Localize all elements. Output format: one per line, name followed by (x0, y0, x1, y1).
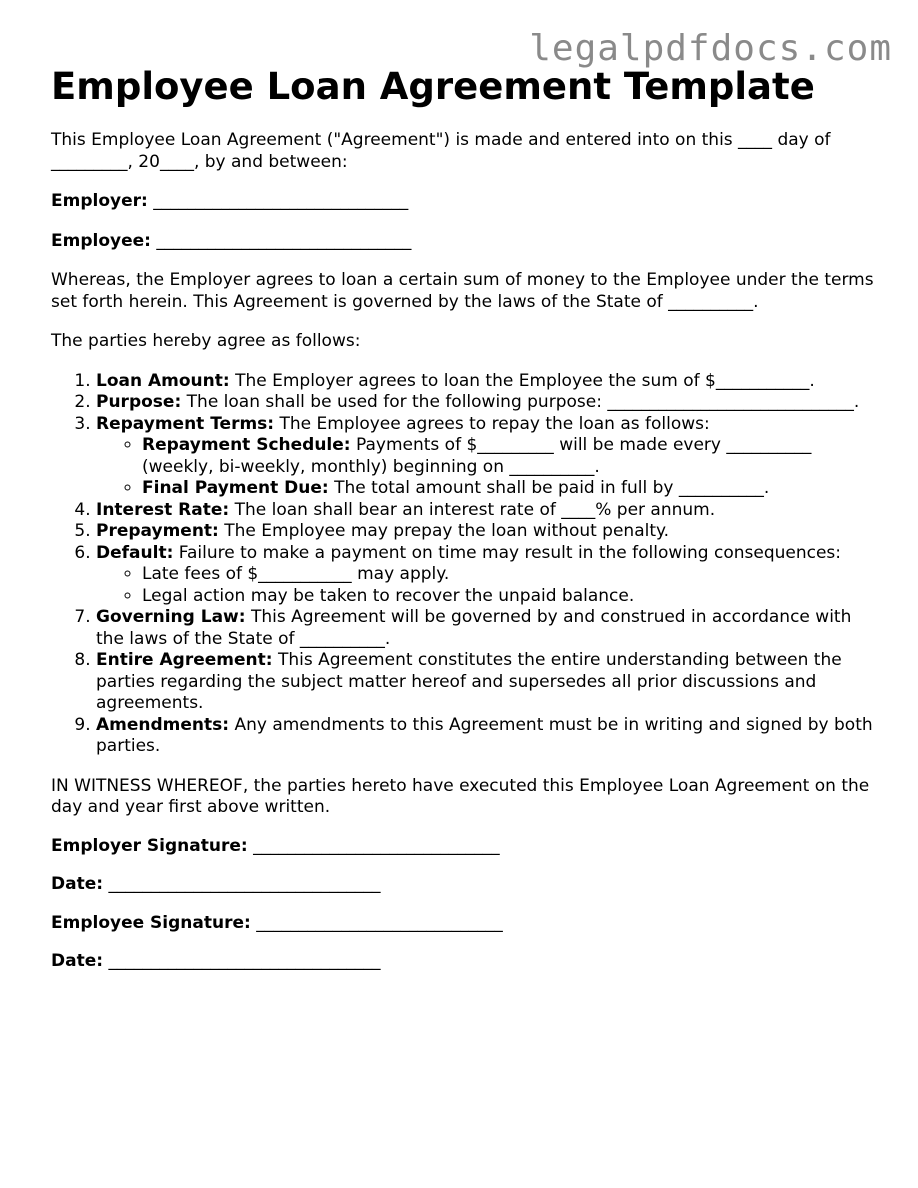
signature-blank: _____________________________ (253, 835, 500, 856)
clause-text: This Agreement constitutes the entire understanding between the parties regarding the subject matter hereof and supersedes all prior discussions and agreements. (96, 650, 842, 713)
clause-repayment-terms (96, 414, 876, 500)
clause-text: The Employee may prepay the loan without penalty. (218, 521, 670, 541)
clause-amendments (96, 715, 876, 758)
clause-label: Loan Amount: (96, 370, 230, 391)
clause-label: Purpose: (96, 392, 182, 412)
date-blank: ________________________________ (108, 951, 381, 971)
employer-blank: ______________________________ (153, 191, 409, 211)
clause-text: Failure to make a payment on time may result in the following consequences: (173, 542, 842, 563)
clause-label: Prepayment: (96, 521, 219, 541)
sub-label: Final Payment Due: (142, 478, 329, 498)
clause-entire-agreement (96, 650, 876, 715)
default-sublist (96, 564, 876, 607)
document-title: Employee Loan Agreement Template (51, 65, 815, 108)
sub-item-final-payment (142, 478, 876, 500)
date-blank: ________________________________ (108, 874, 381, 894)
witness-paragraph: IN WITNESS WHEREOF, the parties hereto have executed this Employee Loan Agreement on the day and year first above written. (51, 775, 870, 817)
signature-label: Employee Signature: (51, 912, 251, 933)
sub-text: The total amount shall be paid in full by __________. (328, 478, 770, 498)
clause-label: Interest Rate: (96, 499, 230, 520)
employee-date-line (51, 951, 876, 973)
sub-label: Repayment Schedule: (142, 435, 351, 455)
clause-loan-amount (96, 371, 876, 393)
sub-item-late-fees (142, 564, 876, 586)
date-label: Date: (51, 874, 104, 894)
clause-list (51, 371, 876, 758)
signature-blank: _____________________________ (256, 912, 503, 933)
date-label: Date: (51, 951, 104, 971)
sub-text: Legal action may be taken to recover the unpaid balance. (142, 585, 635, 606)
employee-blank: ______________________________ (156, 230, 412, 251)
employer-date-line (51, 874, 876, 896)
clause-label: Repayment Terms: (96, 413, 275, 434)
clause-default (96, 543, 876, 608)
sub-item-legal-action (142, 586, 876, 608)
clause-label: Governing Law: (96, 607, 246, 627)
clause-prepayment (96, 521, 876, 543)
signature-label: Employer Signature: (51, 835, 248, 856)
employer-line (51, 191, 876, 213)
clause-text: The loan shall be used for the following purpose: _____________________________. (181, 392, 860, 412)
employer-signature-line (51, 836, 876, 858)
document (51, 64, 876, 973)
clause-label: Entire Agreement: (96, 650, 273, 670)
employee-label: Employee: (51, 230, 151, 251)
whereas-paragraph: Whereas, the Employer agrees to loan a certain sum of money to the Employee under the terms set forth herein. This Agreement is governed by the laws of the State of __________. (51, 270, 874, 312)
clause-label: Default: (96, 542, 174, 563)
clause-label: Amendments: (96, 714, 230, 735)
clause-governing-law (96, 607, 876, 650)
sub-text: Late fees of $___________ may apply. (142, 564, 450, 584)
clause-text: This Agreement will be governed by and construed in accordance with the laws of the State of __________. (96, 607, 852, 649)
clause-text: Any amendments to this Agreement must be in writing and signed by both parties. (96, 714, 873, 756)
repayment-sublist (96, 435, 876, 500)
sub-text: Payments of $_________ will be made every __________ (weekly, bi-weekly, monthly) beginning on __________. (142, 435, 812, 477)
clause-interest-rate (96, 500, 876, 522)
sub-item-repayment-schedule (142, 435, 876, 478)
employee-line (51, 231, 876, 253)
intro-paragraph: This Employee Loan Agreement ("Agreement") is made and entered into on this ____ day of _________, 20____, by and between: (51, 130, 831, 172)
employee-signature-line (51, 913, 876, 935)
clause-purpose (96, 392, 876, 414)
clause-text: The Employee agrees to repay the loan as follows: (274, 413, 710, 434)
watermark: legalpdfdocs.com (529, 28, 892, 69)
agree-intro: The parties hereby agree as follows: (51, 331, 361, 351)
clause-text: The loan shall bear an interest rate of ____% per annum. (229, 499, 716, 520)
clause-text: The Employer agrees to loan the Employee the sum of $___________. (229, 370, 815, 391)
employer-label: Employer: (51, 191, 148, 211)
